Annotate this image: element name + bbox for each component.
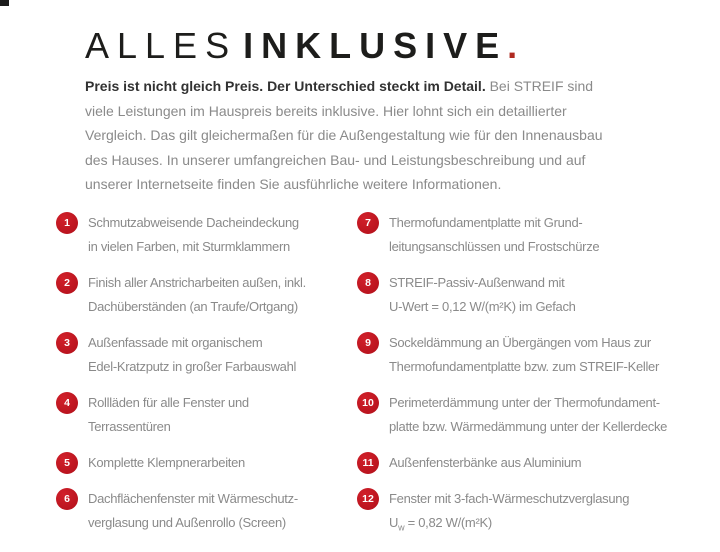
item-text-line: Sockeldämmung an Übergängen vom Haus zur [389,335,651,350]
page-title-bold: INKLUSIVE [243,25,508,67]
page-title [85,26,517,66]
list-item [56,211,306,259]
item-text-line: Dachflächenfenster mit Wärmeschutz- [88,491,298,506]
uvalue-rest: = 0,82 W/(m²K) [404,515,492,530]
item-text-line: in vielen Farben, mit Sturmklammern [88,239,290,254]
item-text [389,391,667,439]
list-item [56,271,306,319]
item-number-badge: 1 [56,212,78,234]
item-text [88,391,249,439]
list-item [56,451,306,475]
item-number-badge: 10 [357,392,379,414]
list-column-right [357,211,667,552]
intro-lead-bold: Preis ist nicht gleich Preis. Der Unterschied steckt im Detail. [85,78,486,94]
list-item [357,271,667,319]
list-item [357,211,667,259]
item-text-line: platte bzw. Wärmedämmung unter der Kellerdecke [389,419,668,434]
item-number-badge: 5 [56,452,78,474]
item-text [389,271,576,319]
uvalue-prefix: U [389,515,399,530]
item-number-badge: 9 [357,332,379,354]
item-text-line: verglasung und Außenrollo (Screen) [88,515,286,530]
item-text-line: STREIF-Passiv-Außenwand mit [389,275,565,290]
page-title-light: ALLES [85,25,238,67]
item-text-line: leitungsanschlüssen und Frostschürze [389,239,600,254]
item-text-line: Rollläden für alle Fenster und [88,395,249,410]
item-text-line: Thermofundamentplatte mit Grund- [389,215,583,230]
uvalue-subscript: w [398,522,405,533]
item-text-line: Perimeterdämmung unter der Thermofundament- [389,395,660,410]
item-text-line: Schmutzabweisende Dacheindeckung [88,215,299,230]
item-text [88,451,245,475]
intro-paragraph [85,74,610,197]
item-text [389,487,629,540]
item-text [389,211,599,259]
item-number-badge: 2 [56,272,78,294]
list-item [56,391,306,439]
item-text [88,271,306,319]
item-text [88,487,298,535]
item-number-badge: 7 [357,212,379,234]
item-text-line-uvalue [389,511,629,540]
page-corner-mark [0,0,9,6]
list-item [56,331,306,379]
item-text-line: Terrassentüren [88,419,171,434]
list-column-left [56,211,306,547]
item-text-line: Außenfensterbänke aus Aluminium [389,455,582,470]
item-number-badge: 11 [357,452,379,474]
item-text-line: U-Wert = 0,12 W/(m²K) im Gefach [389,299,576,314]
item-text-line: Thermofundamentplatte bzw. zum STREIF-Keller [389,359,660,374]
item-number-badge: 3 [56,332,78,354]
item-number-badge: 12 [357,488,379,510]
item-text-line: Außenfassade mit organischem [88,335,263,350]
list-item [357,487,667,540]
item-text [88,331,296,379]
item-number-badge: 4 [56,392,78,414]
item-text [88,211,299,259]
item-text-line: Fenster mit 3-fach-Wärmeschutzverglasung [389,491,630,506]
list-item [56,487,306,535]
list-item [357,331,667,379]
list-item [357,451,667,475]
item-text-line: Edel-Kratzputz in großer Farbauswahl [88,359,297,374]
item-number-badge: 8 [357,272,379,294]
item-text [389,451,581,475]
intro-body-text: Bei STREIF sind viele Leistungen im Hauspreis bereits inklusive. Hier lohnt sich ein detaillierter Vergleich. Das gilt gleichermaßen für die Außengestaltung wie für den Innenausbau des Hauses. In unserer umfangreichen Bau- und Leistungsbeschreibung und auf unserer Internetseite finden Sie ausführliche weitere Informationen. [85,78,603,192]
item-text-line: Komplette Klempnerarbeiten [88,455,245,470]
list-item [357,391,667,439]
item-text [389,331,659,379]
item-number-badge: 6 [56,488,78,510]
page-title-period: . [507,25,518,67]
item-text-line: Finish aller Anstricharbeiten außen, inkl. [88,275,306,290]
item-text-line: Dachüberständen (an Traufe/Ortgang) [88,299,298,314]
